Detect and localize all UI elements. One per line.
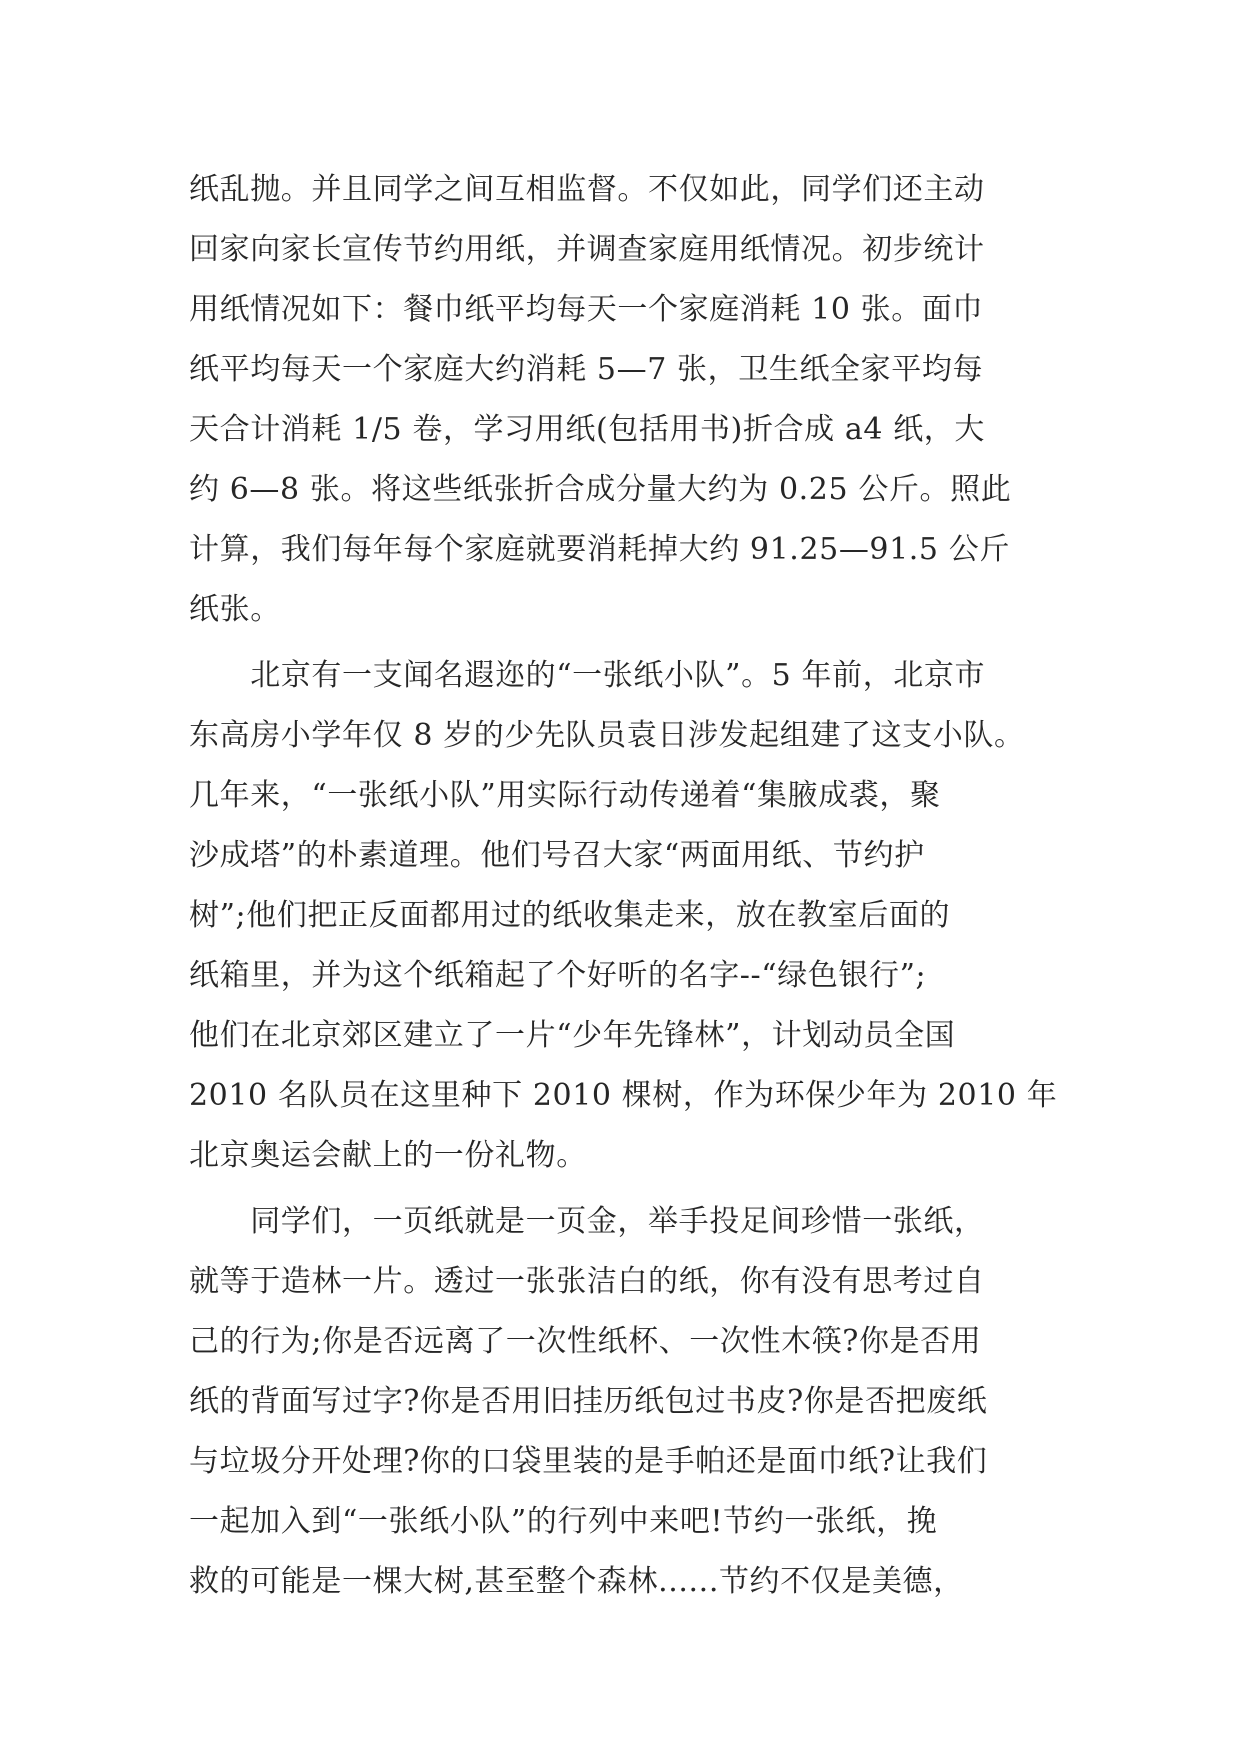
document-body [189,160,1069,1612]
text-line: 约 6—8 张。将这些纸张折合成分量大约为 0.25 公斤。照此 [189,472,1012,507]
text-line: 北京有一支闻名遐迩的“一张纸小队”。5 年前，北京市 [189,658,986,693]
text-line: 纸箱里，并为这个纸箱起了个好听的名字--“绿色银行”; [189,958,927,993]
paragraph-3 [189,1192,1069,1612]
text-line: 北京奥运会献上的一份礼物。 [189,1138,587,1173]
text-line: 东高房小学年仅 8 岁的少先队员袁日涉发起组建了这支小队。 [189,718,1025,753]
text-line: 救的可能是一棵大树,甚至整个森林......节约不仅是美德， [189,1564,964,1599]
text-line: 纸平均每天一个家庭大约消耗 5—7 张，卫生纸全家平均每 [189,352,984,387]
text-line: 纸张。 [189,592,281,627]
text-line: 2010 名队员在这里种下 2010 棵树，作为环保少年为 2010 年 [189,1078,1058,1113]
text-line: 就等于造林一片。透过一张张洁白的纸，你有没有思考过自 [189,1264,985,1299]
text-line: 一起加入到“一张纸小队”的行列中来吧!节约一张纸，挽 [189,1504,938,1539]
text-line: 纸乱抛。并且同学之间互相监督。不仅如此，同学们还主动 [189,172,985,207]
text-line: 用纸情况如下：餐巾纸平均每天一个家庭消耗 10 张。面巾 [189,292,984,327]
text-line: 几年来，“一张纸小队”用实际行动传递着“集腋成裘，聚 [189,778,941,813]
text-line: 纸的背面写过字?你是否用旧挂历纸包过书皮?你是否把废纸 [189,1384,988,1419]
text-line: 他们在北京郊区建立了一片“少年先锋林”，计划动员全国 [189,1018,956,1053]
text-line: 回家向家长宣传节约用纸，并调查家庭用纸情况。初步统计 [189,232,985,267]
text-line: 树”;他们把正反面都用过的纸收集走来，放在教室后面的 [189,898,951,933]
text-line: 己的行为;你是否远离了一次性纸杯、一次性木筷?你是否用 [189,1324,982,1359]
text-line: 计算，我们每年每个家庭就要消耗掉大约 91.25—91.5 公斤 [189,532,1010,567]
text-line: 与垃圾分开处理?你的口袋里装的是手帕还是面巾纸?让我们 [189,1444,988,1479]
paragraph-1 [189,160,1069,640]
text-line: 沙成塔”的朴素道理。他们号召大家“两面用纸、节约护 [189,838,925,873]
text-line: 同学们，一页纸就是一页金，举手投足间珍惜一张纸， [189,1204,985,1239]
text-line: 天合计消耗 1/5 卷，学习用纸(包括用书)折合成 a4 纸，大 [189,412,986,447]
paragraph-2 [189,646,1069,1186]
